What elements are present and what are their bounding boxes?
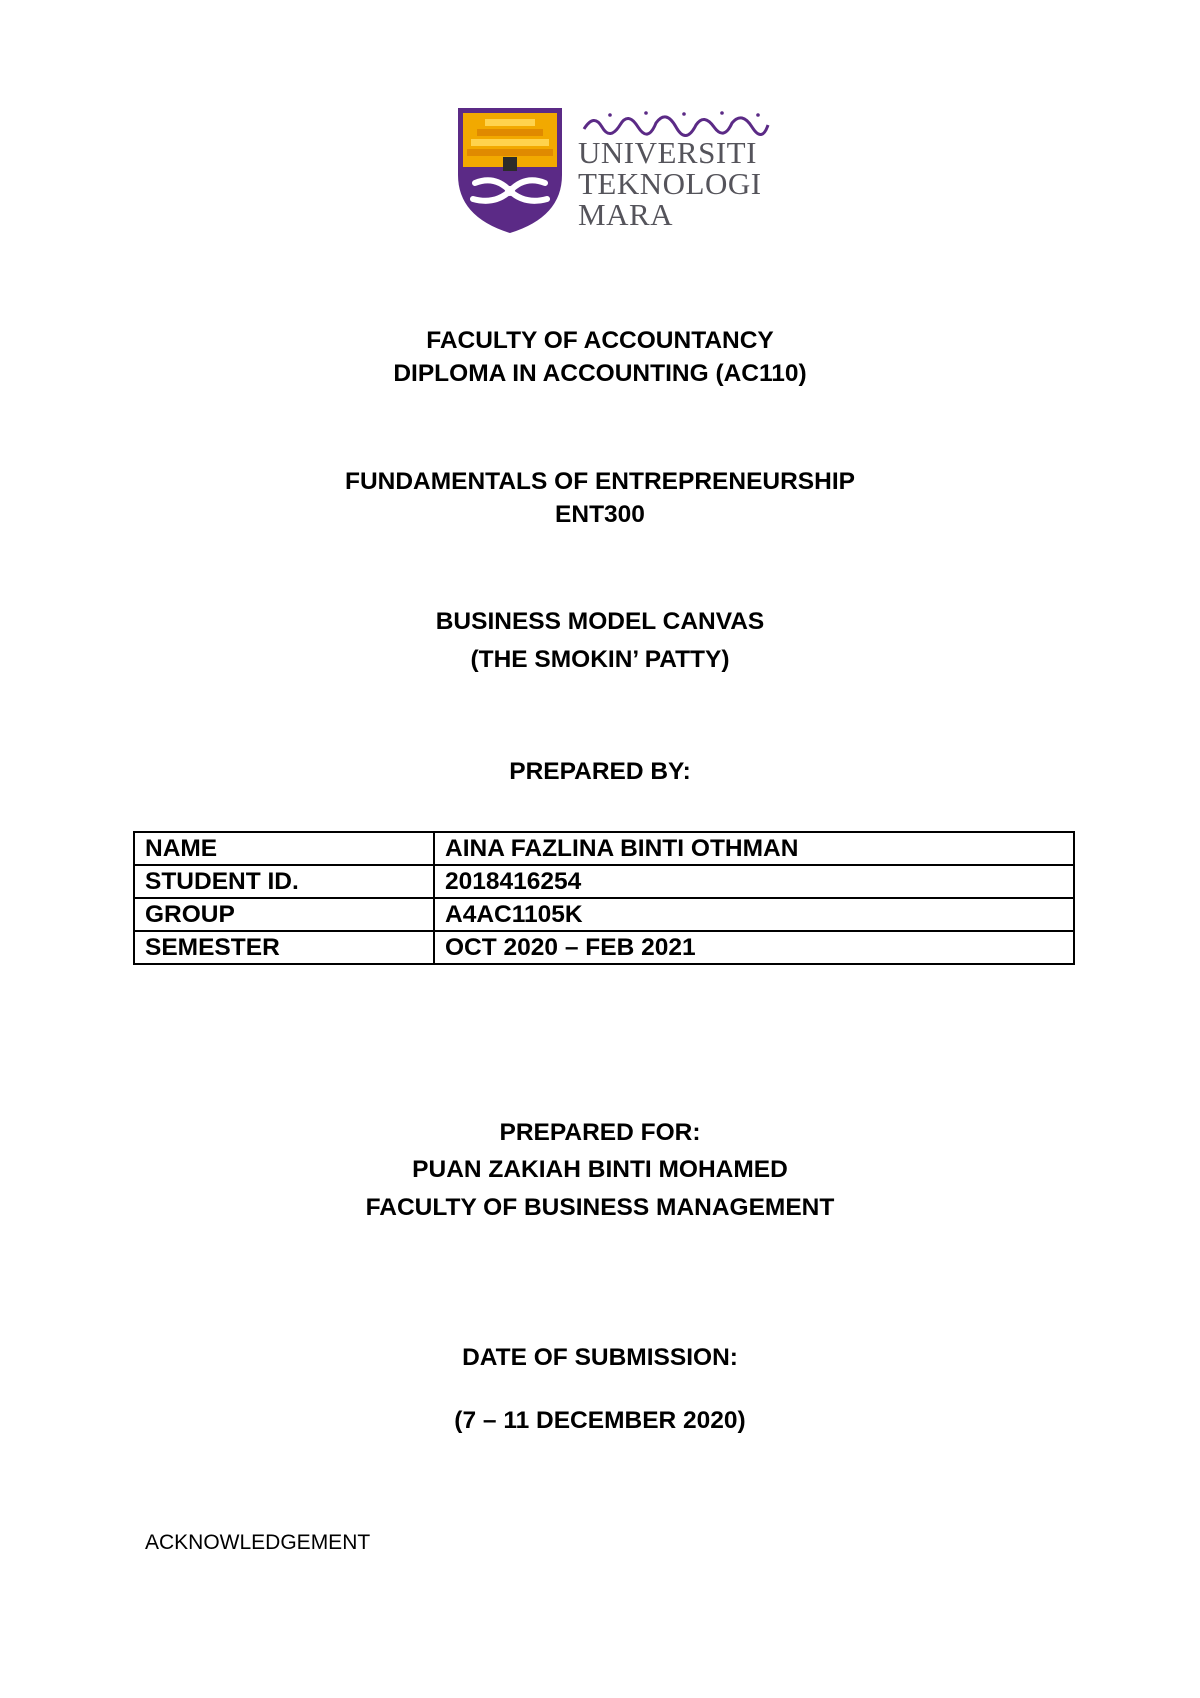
uitm-logo	[455, 105, 775, 235]
logo-wordmark	[578, 137, 762, 230]
logo-arabic-text	[580, 107, 770, 137]
name-label: NAME	[134, 832, 434, 865]
submission-date: (7 – 11 DECEMBER 2020)	[454, 1407, 746, 1434]
group-value: A4AC1105K	[434, 898, 1074, 931]
semester-value: OCT 2020 – FEB 2021	[434, 931, 1074, 964]
student-id-value: 2018416254	[434, 865, 1074, 898]
course-code: ENT300	[555, 501, 645, 528]
student-info-table	[133, 831, 1075, 965]
assignment-subtitle: (THE SMOKIN’ PATTY)	[470, 646, 730, 673]
course-name: FUNDAMENTALS OF ENTREPRENEURSHIP	[345, 468, 855, 495]
table-row	[134, 865, 1074, 898]
semester-label: SEMESTER	[134, 931, 434, 964]
assignment-title: BUSINESS MODEL CANVAS	[435, 608, 765, 635]
lecturer-faculty: FACULTY OF BUSINESS MANAGEMENT	[365, 1194, 835, 1221]
submission-heading: DATE OF SUBMISSION:	[462, 1344, 738, 1371]
faculty-title: FACULTY OF ACCOUNTANCY	[426, 327, 774, 354]
group-label: GROUP	[134, 898, 434, 931]
logo-line-universiti: UNIVERSITI	[578, 135, 757, 170]
logo-line-teknologi: TEKNOLOGI	[578, 166, 762, 201]
acknowledgement-heading: ACKNOWLEDGEMENT	[145, 1531, 371, 1554]
table-row	[134, 832, 1074, 865]
table-row	[134, 931, 1074, 964]
student-id-label: STUDENT ID.	[134, 865, 434, 898]
name-value: AINA FAZLINA BINTI OTHMAN	[434, 832, 1074, 865]
prepared-by-heading: PREPARED BY:	[509, 758, 691, 785]
table-row	[134, 898, 1074, 931]
prepared-for-heading: PREPARED FOR:	[499, 1119, 701, 1146]
uitm-shield-icon	[455, 105, 565, 235]
program-title: DIPLOMA IN ACCOUNTING (AC110)	[393, 360, 807, 387]
logo-line-mara: MARA	[578, 197, 674, 232]
lecturer-name: PUAN ZAKIAH BINTI MOHAMED	[412, 1156, 788, 1183]
